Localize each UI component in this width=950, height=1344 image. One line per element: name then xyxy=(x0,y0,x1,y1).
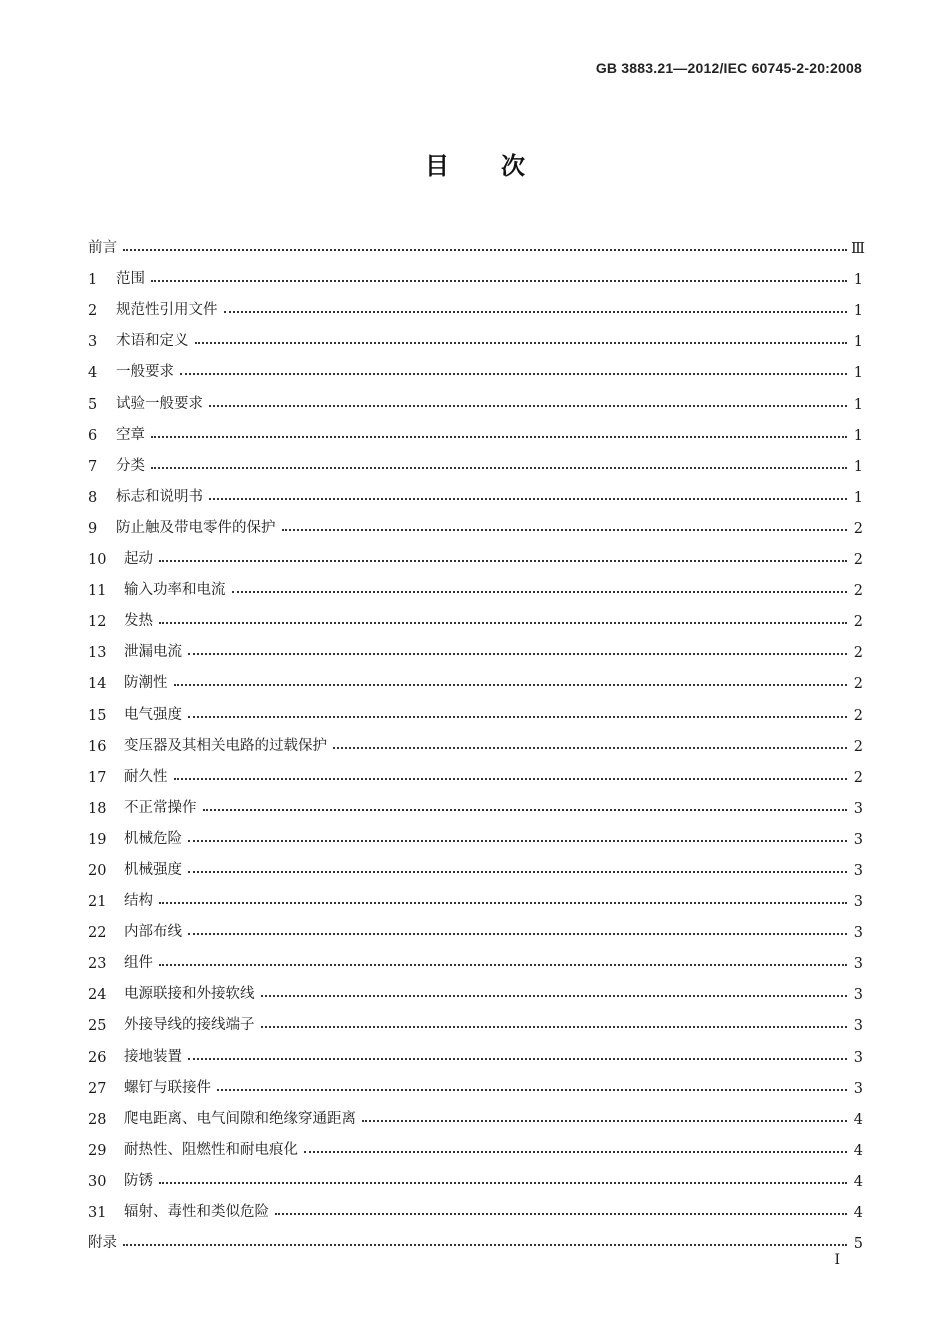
toc-entry[interactable] xyxy=(88,755,863,786)
toc-entry-page: 3 xyxy=(853,956,863,973)
toc-entry-label: 螺钉与联接件 xyxy=(124,1079,211,1096)
toc-leader-dots xyxy=(188,716,847,718)
toc-leader-dots xyxy=(151,436,847,438)
toc-leader-dots xyxy=(217,1089,847,1091)
toc-entry-page: 3 xyxy=(853,831,863,848)
toc-entry-label: 辐射、毒性和类似危险 xyxy=(124,1204,269,1220)
toc-leader-dots xyxy=(180,373,847,375)
toc-entry-page: 2 xyxy=(853,583,863,600)
toc-entry-label: 防止触及带电零件的保护 xyxy=(116,519,276,536)
toc-leader-dots xyxy=(209,498,847,500)
toc-entry-label: 内部布线 xyxy=(124,924,182,941)
toc-leader-dots xyxy=(261,995,848,997)
toc-leader-dots xyxy=(333,747,847,749)
toc-entry-page: 3 xyxy=(853,987,863,1004)
toc-entry[interactable] xyxy=(88,817,863,848)
toc-leader-dots xyxy=(261,1026,848,1028)
toc-entry-number: 10 xyxy=(88,552,107,569)
toc-entry-number: 5 xyxy=(88,396,98,413)
toc-entry[interactable] xyxy=(88,1034,863,1065)
page-number: I xyxy=(834,1252,840,1268)
toc-entry-label: 防锈 xyxy=(124,1172,153,1189)
toc-entry-number: 15 xyxy=(88,707,107,724)
toc-entry-page: 3 xyxy=(853,894,863,911)
toc-entry-label: 耐久性 xyxy=(124,768,168,785)
toc-entry-label: 防潮性 xyxy=(124,675,168,692)
toc-entry-page: 2 xyxy=(853,520,863,537)
toc-entry-label: 试验一般要求 xyxy=(116,395,203,412)
toc-entry-number: 7 xyxy=(88,458,98,475)
toc-entry-number: 9 xyxy=(88,520,98,537)
toc-entry-page: 1 xyxy=(853,396,863,413)
toc-entry[interactable] xyxy=(88,972,863,1003)
toc-entry[interactable] xyxy=(88,848,863,879)
toc-entry-page: 1 xyxy=(853,272,863,289)
toc-leader-dots xyxy=(151,280,847,282)
toc-entry-label: 范围 xyxy=(116,271,145,288)
toc-entry-label: 泄漏电流 xyxy=(124,644,182,661)
toc-entry-label: 不正常操作 xyxy=(124,799,197,816)
toc-entry-page: 1 xyxy=(853,303,863,320)
toc-entry-page: 1 xyxy=(853,334,863,351)
toc-entry-page: 3 xyxy=(853,800,863,817)
toc-leader-dots xyxy=(195,342,848,344)
toc-entry[interactable] xyxy=(88,381,863,412)
toc-entry[interactable] xyxy=(88,350,863,381)
toc-entry-number: 2 xyxy=(88,303,98,320)
toc-entry-label: 外接导线的接线端子 xyxy=(124,1017,255,1034)
toc-entry[interactable] xyxy=(88,661,863,692)
toc-leader-dots xyxy=(159,560,847,562)
toc-entry[interactable] xyxy=(88,444,863,475)
toc-entry-number: 26 xyxy=(88,1049,107,1066)
toc-entry[interactable] xyxy=(88,413,863,444)
toc-entry-label: 电源联接和外接软线 xyxy=(124,986,255,1003)
toc-entry[interactable] xyxy=(88,1128,863,1159)
toc-leader-dots xyxy=(188,1058,847,1060)
toc-entry-number: 6 xyxy=(88,427,98,444)
toc-entry-label: 标志和说明书 xyxy=(116,488,203,505)
toc-entry-label: 起动 xyxy=(124,551,153,568)
toc-entry-number: 22 xyxy=(88,925,107,942)
toc-leader-dots xyxy=(275,1213,847,1215)
toc-entry-number: 14 xyxy=(88,676,107,693)
toc-entry[interactable] xyxy=(88,537,863,568)
toc-entry-page: 3 xyxy=(853,1080,863,1097)
toc-entry[interactable] xyxy=(88,506,863,537)
toc-entry[interactable] xyxy=(88,599,863,630)
toc-entry-number: 18 xyxy=(88,800,107,817)
toc-entry[interactable] xyxy=(88,319,863,350)
toc-entry-number: 28 xyxy=(88,1111,107,1128)
toc-entry-label: 输入功率和电流 xyxy=(124,582,226,599)
toc-entry-label: 术语和定义 xyxy=(116,333,189,350)
toc-leader-dots xyxy=(159,1182,847,1184)
toc-leader-dots xyxy=(188,933,847,935)
toc-entry-page: 5 xyxy=(853,1236,863,1253)
toc-entry-number: 24 xyxy=(88,987,107,1004)
toc-entry[interactable] xyxy=(88,1097,863,1128)
toc-entry-page: 1 xyxy=(853,427,863,444)
toc-entry[interactable] xyxy=(88,910,863,941)
toc-leader-dots xyxy=(232,591,848,593)
toc-entry-page: 1 xyxy=(853,365,863,382)
toc-entry-page: 2 xyxy=(853,676,863,693)
toc-entry-label: 机械危险 xyxy=(124,830,182,847)
toc-entry[interactable] xyxy=(88,724,863,755)
toc-entry-label: 电气强度 xyxy=(124,706,182,723)
toc-leader-dots xyxy=(362,1120,847,1122)
toc-leader-dots xyxy=(188,840,847,842)
toc-entry-label: 附录 xyxy=(88,1235,117,1252)
toc-entry-label: 一般要求 xyxy=(116,364,174,381)
toc-entry-page: 1 xyxy=(853,458,863,475)
toc-leader-dots xyxy=(188,653,847,655)
toc-leader-dots xyxy=(282,529,848,531)
toc-entry-label: 空章 xyxy=(116,426,145,443)
toc-entry-number: 23 xyxy=(88,956,107,973)
toc-entry-page: 2 xyxy=(853,614,863,631)
table-of-contents xyxy=(88,226,863,1252)
toc-entry-page: 4 xyxy=(853,1142,863,1159)
toc-entry[interactable] xyxy=(88,1003,863,1034)
toc-entry-page: 2 xyxy=(853,769,863,786)
toc-leader-dots xyxy=(159,622,847,624)
toc-entry-number: 4 xyxy=(88,365,98,382)
toc-entry-number: 21 xyxy=(88,894,107,911)
toc-entry-number: 16 xyxy=(88,738,107,755)
toc-entry-page: Ⅲ xyxy=(851,241,865,258)
toc-entry[interactable] xyxy=(88,1066,863,1097)
toc-entry-page: 3 xyxy=(853,1018,863,1035)
toc-entry[interactable] xyxy=(88,257,863,288)
toc-entry-label: 组件 xyxy=(124,955,153,972)
toc-entry[interactable] xyxy=(88,226,863,257)
toc-entry-number: 30 xyxy=(88,1173,107,1190)
toc-entry-number: 27 xyxy=(88,1080,107,1097)
toc-entry-label: 分类 xyxy=(116,457,145,474)
toc-entry-page: 2 xyxy=(853,707,863,724)
toc-entry-label: 爬电距离、电气间隙和绝缘穿通距离 xyxy=(124,1110,356,1127)
toc-entry-page: 1 xyxy=(853,489,863,506)
toc-entry-number: 20 xyxy=(88,862,107,879)
toc-entry-page: 3 xyxy=(853,925,863,942)
toc-leader-dots xyxy=(123,1244,847,1246)
toc-entry-label: 发热 xyxy=(124,613,153,630)
toc-entry-number: 3 xyxy=(88,334,98,351)
toc-entry-number: 17 xyxy=(88,769,107,786)
toc-entry[interactable] xyxy=(88,630,863,661)
toc-entry-page: 2 xyxy=(853,738,863,755)
toc-entry[interactable] xyxy=(88,288,863,319)
toc-entry[interactable] xyxy=(88,786,863,817)
toc-entry-page: 4 xyxy=(853,1111,863,1128)
toc-entry[interactable] xyxy=(88,568,863,599)
toc-entry-page: 4 xyxy=(853,1205,863,1221)
standard-code: GB 3883.21—2012/IEC 60745-2-20:2008 xyxy=(595,60,862,76)
toc-entry-page: 2 xyxy=(853,645,863,662)
toc-entry[interactable] xyxy=(88,941,863,972)
toc-entry-number: 11 xyxy=(88,583,107,600)
toc-entry-page: 4 xyxy=(853,1173,863,1190)
toc-entry-number: 13 xyxy=(88,645,107,662)
toc-entry[interactable] xyxy=(88,475,863,506)
toc-entry-page: 3 xyxy=(853,1049,863,1066)
toc-entry-number: 19 xyxy=(88,831,107,848)
page-title: 目次 xyxy=(425,152,577,180)
toc-entry-label: 耐热性、阻燃性和耐电痕化 xyxy=(124,1141,298,1158)
toc-leader-dots xyxy=(224,311,848,313)
toc-leader-dots xyxy=(174,778,848,780)
toc-entry-page: 2 xyxy=(853,552,863,569)
toc-entry[interactable] xyxy=(88,1159,863,1190)
toc-entry-label: 前言 xyxy=(88,240,117,257)
toc-leader-dots xyxy=(174,684,848,686)
toc-entry-label: 结构 xyxy=(124,893,153,910)
toc-leader-dots xyxy=(209,405,847,407)
toc-leader-dots xyxy=(159,902,847,904)
toc-entry-number: 31 xyxy=(88,1205,107,1221)
toc-leader-dots xyxy=(123,249,847,251)
toc-leader-dots xyxy=(151,467,847,469)
toc-leader-dots xyxy=(203,809,848,811)
toc-entry-number: 8 xyxy=(88,489,98,506)
toc-entry-label: 变压器及其相关电路的过载保护 xyxy=(124,737,327,754)
toc-entry-number: 29 xyxy=(88,1142,107,1159)
toc-entry[interactable] xyxy=(88,692,863,723)
toc-entry-page: 3 xyxy=(853,862,863,879)
toc-leader-dots xyxy=(188,871,847,873)
toc-entry-label: 规范性引用文件 xyxy=(116,302,218,319)
toc-entry-number: 12 xyxy=(88,614,107,631)
toc-entry-label: 机械强度 xyxy=(124,861,182,878)
toc-entry-number: 1 xyxy=(88,272,98,289)
toc-entry-number: 25 xyxy=(88,1018,107,1035)
toc-leader-dots xyxy=(304,1151,847,1153)
toc-entry[interactable] xyxy=(88,1221,863,1252)
toc-entry[interactable] xyxy=(88,879,863,910)
toc-leader-dots xyxy=(159,964,847,966)
toc-entry-label: 接地装置 xyxy=(124,1048,182,1065)
toc-entry[interactable] xyxy=(88,1190,863,1221)
